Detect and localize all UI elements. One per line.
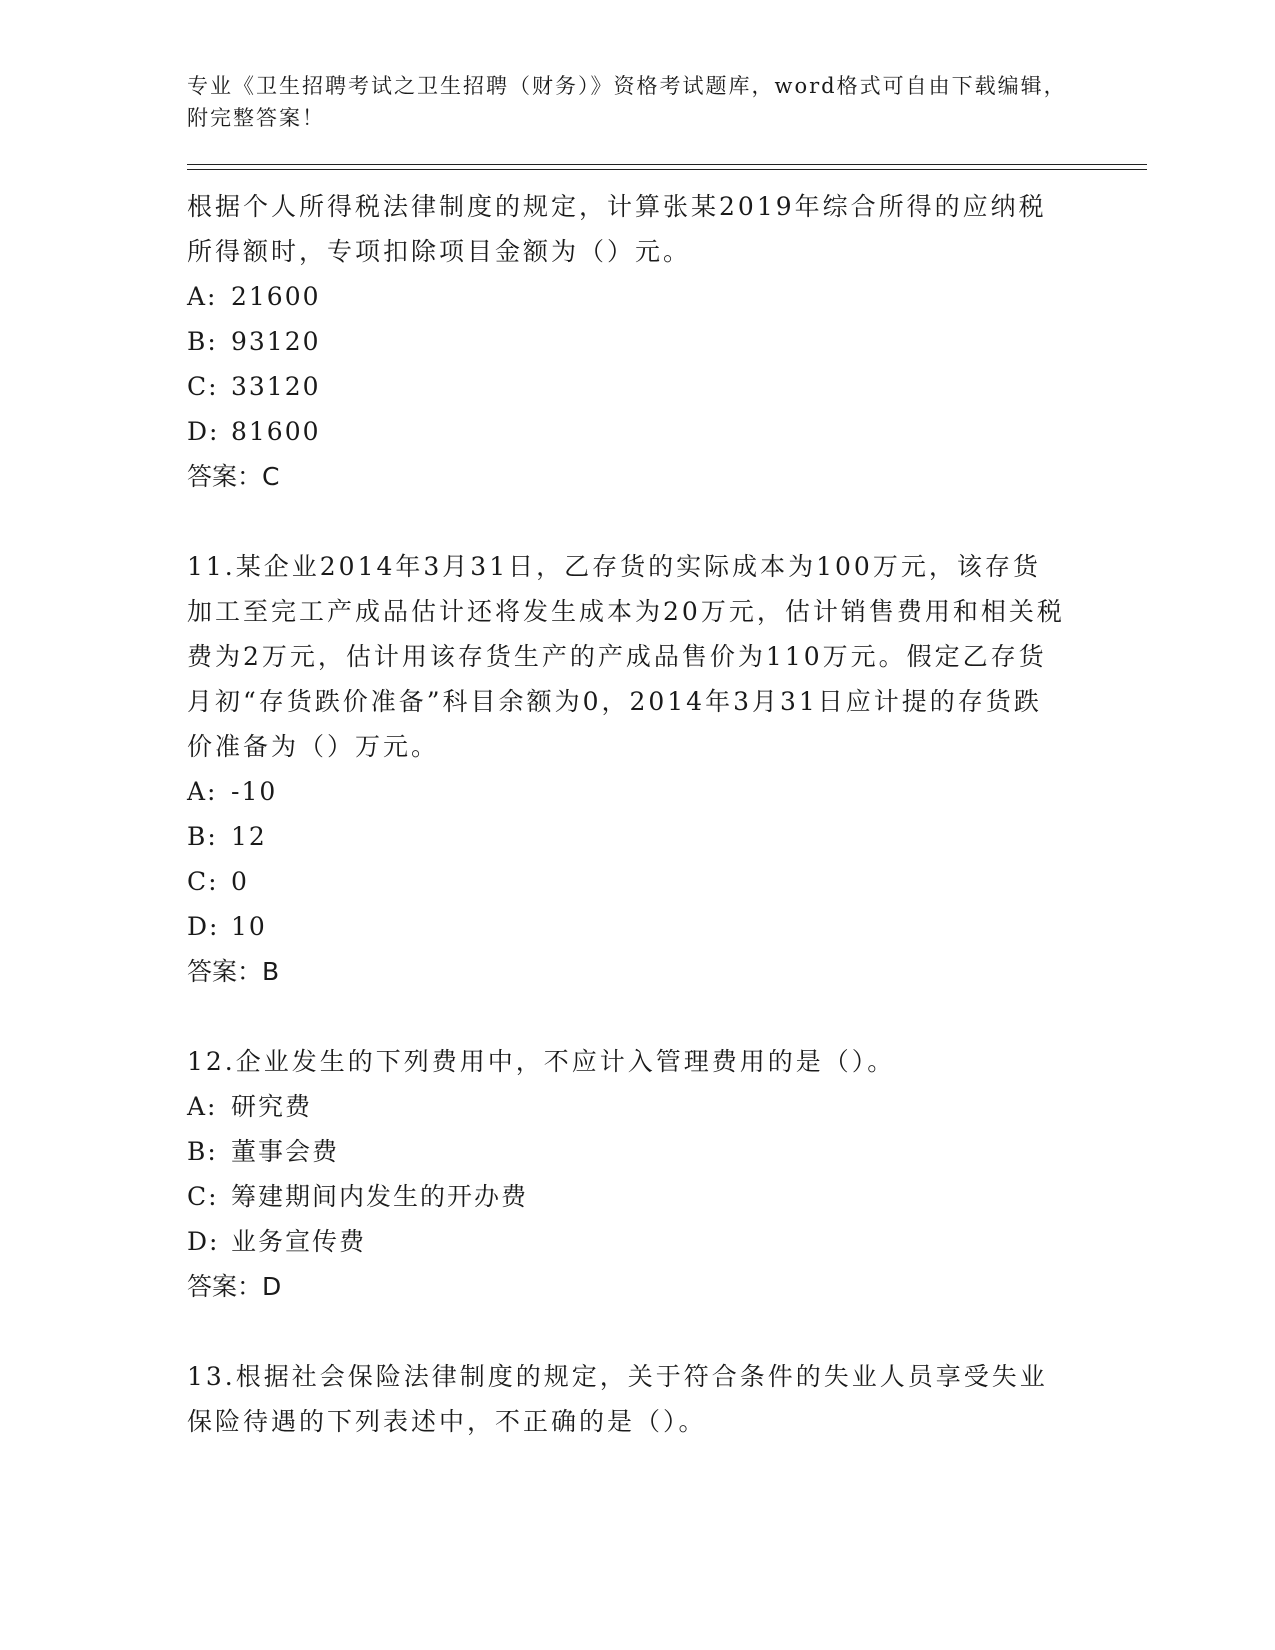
option-label: D: bbox=[187, 912, 220, 941]
option-b bbox=[187, 814, 1147, 859]
question-stem: 13.根据社会保险法律制度的规定，关于符合条件的失业人员享受失业保险待遇的下列表述中，不正确的是（）。 bbox=[187, 1362, 1048, 1436]
answer-line: 答案：C bbox=[187, 462, 280, 491]
option-text: 业务宣传费 bbox=[231, 1227, 367, 1256]
option-a bbox=[187, 769, 1147, 814]
option-text: 研究费 bbox=[231, 1092, 313, 1121]
option-label: A: bbox=[187, 282, 218, 311]
spacer bbox=[187, 1309, 1147, 1354]
option-label: C: bbox=[187, 372, 219, 401]
option-b bbox=[187, 319, 1147, 364]
option-label: C: bbox=[187, 1182, 219, 1211]
option-text: 董事会费 bbox=[231, 1137, 340, 1166]
option-text: 81600 bbox=[231, 417, 321, 446]
option-d bbox=[187, 904, 1147, 949]
question-item bbox=[187, 544, 1147, 994]
option-label: A: bbox=[187, 1092, 218, 1121]
option-label: B: bbox=[187, 822, 218, 851]
option-c bbox=[187, 364, 1147, 409]
option-text: 21600 bbox=[231, 282, 321, 311]
question-item bbox=[187, 1354, 1147, 1444]
question-stem: 12.企业发生的下列费用中，不应计入管理费用的是（）。 bbox=[187, 1047, 896, 1076]
option-text: -10 bbox=[231, 777, 278, 806]
question-item bbox=[187, 184, 1147, 499]
option-text: 12 bbox=[231, 822, 267, 851]
spacer bbox=[187, 499, 1147, 544]
document-header: 专业《卫生招聘考试之卫生招聘（财务）》资格考试题库，word格式可自由下载编辑，附完整答案！ bbox=[187, 74, 1067, 130]
spacer bbox=[187, 994, 1147, 1039]
option-d bbox=[187, 1219, 1147, 1264]
option-text: 93120 bbox=[231, 327, 321, 356]
option-label: D: bbox=[187, 1227, 220, 1256]
option-label: B: bbox=[187, 1137, 218, 1166]
option-text: 10 bbox=[231, 912, 267, 941]
option-text: 33120 bbox=[231, 372, 321, 401]
option-a bbox=[187, 274, 1147, 319]
option-text: 0 bbox=[231, 867, 249, 896]
option-c bbox=[187, 1174, 1147, 1219]
answer-line: 答案：B bbox=[187, 957, 280, 986]
option-label: A: bbox=[187, 777, 218, 806]
option-label: D: bbox=[187, 417, 220, 446]
option-a bbox=[187, 1084, 1147, 1129]
question-list bbox=[187, 184, 1147, 1444]
question-item bbox=[187, 1039, 1147, 1309]
answer-line: 答案：D bbox=[187, 1272, 282, 1301]
option-c bbox=[187, 859, 1147, 904]
document-page bbox=[187, 70, 1147, 1444]
option-d bbox=[187, 409, 1147, 454]
header-divider bbox=[187, 164, 1147, 170]
option-label: C: bbox=[187, 867, 219, 896]
question-stem: 根据个人所得税法律制度的规定，计算张某2019年综合所得的应纳税所得额时，专项扣除项目金额为（）元。 bbox=[187, 192, 1047, 266]
option-text: 筹建期间内发生的开办费 bbox=[231, 1182, 529, 1211]
option-label: B: bbox=[187, 327, 218, 356]
option-b bbox=[187, 1129, 1147, 1174]
question-stem: 11.某企业2014年3月31日，乙存货的实际成本为100万元，该存货加工至完工产成品估计还将发生成本为20万元，估计销售费用和相关税费为2万元，估计用该存货生产的产成品售价为110万元。假定乙存货月初“存货跌价准备”科目余额为0，2014年3月31日应计提的存货跌价准备为（）万元。 bbox=[187, 552, 1065, 761]
